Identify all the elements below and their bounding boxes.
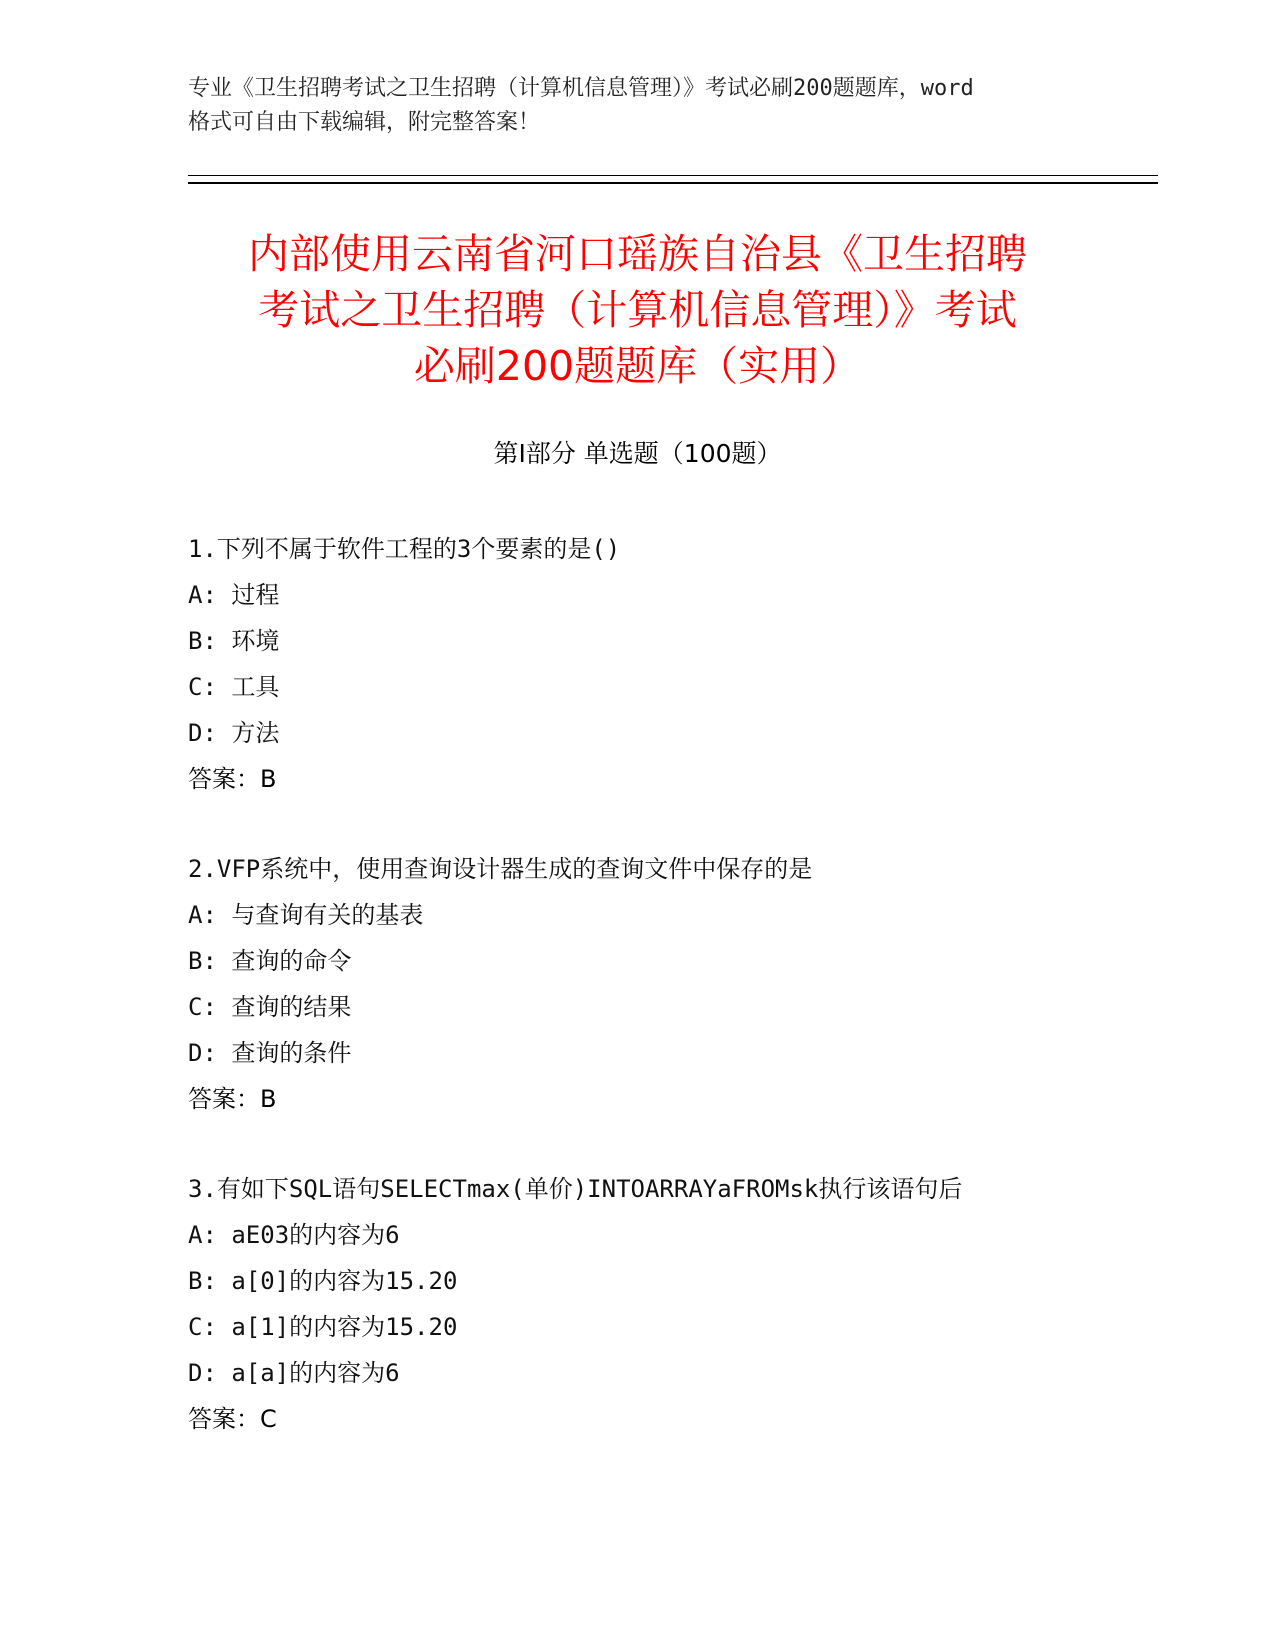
option-d: D: a[a]的内容为6 — [188, 1359, 400, 1387]
document-title-line-3: 必刷200题题库（实用） — [413, 342, 862, 390]
header-note-line-1: 专业《卫生招聘考试之卫生招聘（计算机信息管理）》考试必刷200题题库，word — [188, 76, 974, 101]
answer-line: 答案：B — [188, 1085, 277, 1113]
option-b: B: 环境 — [188, 627, 280, 655]
option-c: C: 工具 — [188, 673, 280, 701]
document-title — [150, 226, 1125, 394]
option-c: C: 查询的结果 — [188, 993, 352, 1021]
option-d: D: 查询的条件 — [188, 1039, 352, 1067]
question-stem: 2.VFP系统中，使用查询设计器生成的查询文件中保存的是 — [188, 855, 813, 883]
answer-line: 答案：C — [188, 1405, 277, 1433]
option-a: A: 过程 — [188, 581, 280, 609]
question-2 — [188, 852, 1148, 1128]
option-a: A: aE03的内容为6 — [188, 1221, 400, 1249]
option-c: C: a[1]的内容为15.20 — [188, 1313, 458, 1341]
question-3 — [188, 1172, 1148, 1448]
header-divider-thick — [188, 182, 1158, 184]
option-a: A: 与查询有关的基表 — [188, 901, 424, 929]
option-b: B: 查询的命令 — [188, 947, 352, 975]
option-d: D: 方法 — [188, 719, 280, 747]
question-stem: 3.有如下SQL语句SELECTmax(单价)INTOARRAYaFROMsk执行该语句后 — [188, 1175, 963, 1203]
document-title-line-1: 内部使用云南省河口瑶族自治县《卫生招聘 — [248, 230, 1027, 278]
header-divider-thin — [188, 175, 1158, 176]
question-1 — [188, 532, 1148, 808]
header-note — [188, 72, 1088, 140]
header-note-line-2: 格式可自由下载编辑，附完整答案！ — [188, 110, 541, 135]
document-title-line-2: 考试之卫生招聘（计算机信息管理）》考试 — [258, 286, 1017, 334]
option-b: B: a[0]的内容为15.20 — [188, 1267, 458, 1295]
question-stem: 1.下列不属于软件工程的3个要素的是() — [188, 535, 621, 563]
answer-line: 答案：B — [188, 765, 277, 793]
section-heading: 第Ⅰ部分 单选题（100题） — [493, 439, 782, 468]
